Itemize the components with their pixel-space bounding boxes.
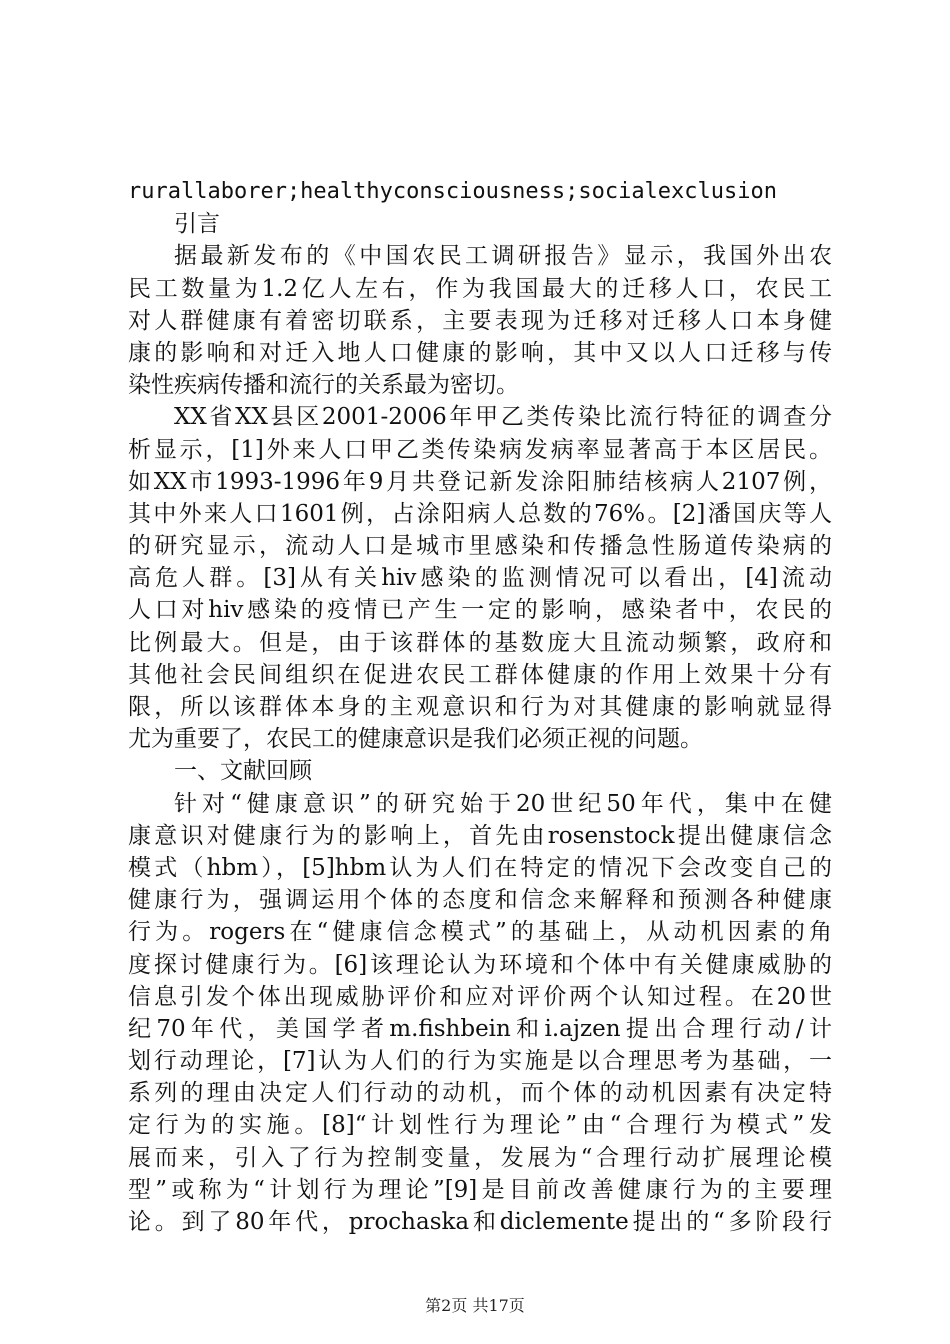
text-line: 展而来，引入了行为控制变量，发展为“合理行动扩展理论模 [128,1144,832,1171]
text-line: 信息引发个体出现威胁评价和应对评价两个认知过程。在20世 [128,983,832,1010]
page-number: 第2页 共17页 [425,1296,525,1315]
text-line: 纪70年代，美国学者m.fishbein和i.ajzen提出合理行动/计 [128,1015,832,1042]
text-line: 健康行为，强调运用个体的态度和信念来解释和预测各种健康 [128,887,832,914]
text-line: 论。到了80年代，prochaska和diclemente提出的“多阶段行 [128,1209,832,1235]
text-line: 染性疾病传播和流行的关系最为密切。 [128,372,519,399]
text-line: 限，所以该群体本身的主观意识和行为对其健康的影响就显得 [128,694,832,720]
text-line: 康的影响和对迁入地人口健康的影响，其中又以人口迁移与传 [128,339,832,366]
text-line: 度探讨健康行为。[6]该理论认为环境和个体中有关健康威胁的 [128,951,832,978]
page-footer [0,1296,950,1316]
text-line: 划行动理论，[7]认为人们的行为实施是以合理思考为基础，一 [128,1048,832,1075]
text-line: 康意识对健康行为的影响上，首先由rosenstock提出健康信念 [128,822,832,849]
text-line: 比例最大。但是，由于该群体的基数庞大且流动频繁，政府和 [128,629,832,656]
text-line: 尤为重要了，农民工的健康意识是我们必须正视的问题。 [128,726,703,753]
text-line: 如XX市1993-1996年9月共登记新发涂阳肺结核病人2107例， [128,468,832,495]
section-heading-literature-review: 一、文献回顾 [174,758,312,785]
text-line: 民工数量为1.2亿人左右，作为我国最大的迁移人口，农民工 [128,275,832,302]
text-line: 对人群健康有着密切联系，主要表现为迁移对迁移人口本身健 [128,307,832,334]
document-body [128,176,832,1238]
text-line: 其中外来人口1601例，占涂阳病人总数的76%。[2]潘国庆等人 [128,500,832,527]
text-line: 定行为的实施。[8]“计划性行为理论”由“合理行为模式”发 [128,1112,832,1139]
text-line: 模式（hbm），[5]hbm认为人们在特定的情况下会改变自己的 [128,854,832,881]
keywords-line: rurallaborer;healthyconsciousness;socialexclusion [128,179,778,204]
text-line: 行为。rogers在“健康信念模式”的基础上，从动机因素的角 [128,919,832,946]
text-line: 型”或称为“计划行为理论”[9]是目前改善健康行为的主要理 [128,1176,832,1203]
text-line: 针对“健康意识”的研究始于20世纪50年代，集中在健 [174,790,832,817]
text-line: 系列的理由决定人们行动的动机，而个体的动机因素有决定特 [128,1080,832,1107]
text-line: 的研究显示，流动人口是城市里感染和传播急性肠道传染病的 [128,533,832,560]
text-line: 据最新发布的《中国农民工调研报告》显示，我国外出农 [174,243,832,270]
text-line: 其他社会民间组织在促进农民工群体健康的作用上效果十分有 [128,661,832,688]
section-heading-introduction: 引言 [174,211,220,238]
text-line: XX省XX县区2001-2006年甲乙类传染比流行特征的调查分 [174,404,832,431]
text-line: 人口对hiv感染的疫情已产生一定的影响，感染者中，农民的 [128,597,832,624]
text-line: 高危人群。[3]从有关hiv感染的监测情况可以看出，[4]流动 [128,565,832,592]
text-line: 析显示，[1]外来人口甲乙类传染病发病率显著高于本区居民。 [128,436,832,463]
